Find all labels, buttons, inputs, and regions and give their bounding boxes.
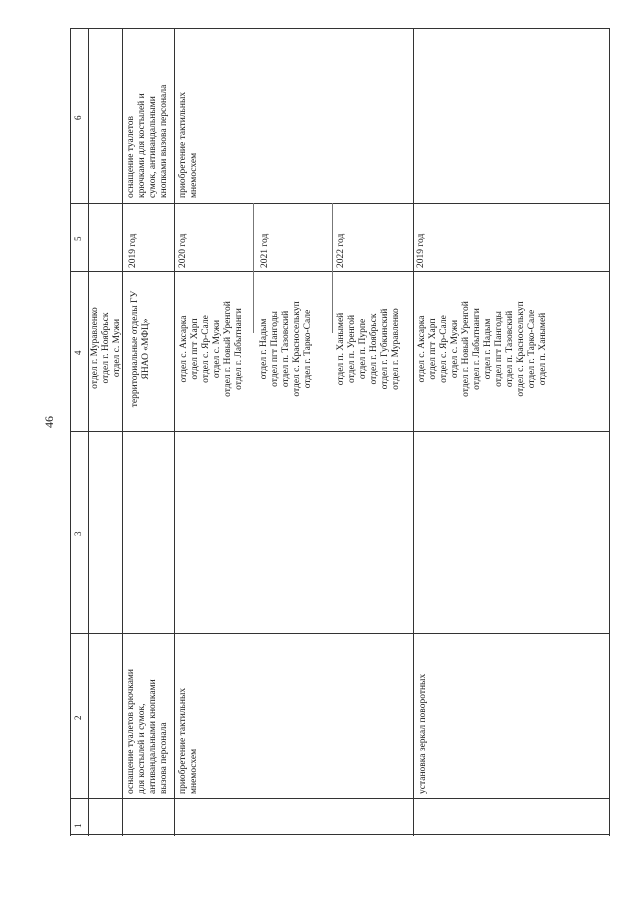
text-line: отдел с. Яр-Сале [439, 315, 449, 383]
rotated-table [70, 28, 610, 836]
row-b-year: 2019 год [128, 233, 138, 268]
text-line: отдел с. Аксарка [417, 315, 427, 383]
row-divider-b [174, 28, 175, 836]
column-number-5: 5 [73, 236, 83, 241]
text-line: оснащение туалетов крючками [126, 668, 136, 794]
table-border-top [70, 28, 610, 29]
text-line: приобретение тактильных [178, 91, 188, 198]
text-line: отдел г. Надым [483, 318, 493, 380]
text-line: крючками для костылей и [137, 93, 147, 198]
row-divider-c [413, 28, 414, 836]
text-line: отдел с. Красноселькуп [292, 301, 302, 397]
text-line: вызова персонала [159, 722, 169, 794]
text-line: отдел г. Муравленко [90, 307, 100, 389]
column-divider-3-4 [70, 431, 610, 432]
text-line: отдел г. Новый Уренгой [461, 301, 471, 397]
text-line: для костылей и сумок, [137, 703, 147, 794]
row-c-year-2022: 2022 год [336, 233, 346, 268]
group-divider-2020 [253, 203, 254, 333]
text-line: отдел г. Тарко-Сале [303, 309, 313, 389]
text-line: отдел с. Мужи [212, 319, 222, 379]
text-line: сумок, антивандальными [148, 96, 158, 198]
row-d-year: 2019 год [416, 233, 426, 268]
text-line: мнемосхем [189, 152, 199, 198]
row-c-col6-cell [178, 30, 200, 198]
text-line: территориальные отделы ГУ [130, 290, 140, 408]
row-d-col4-cell [417, 270, 549, 428]
text-line: ЯНАО «МФЦ» [141, 318, 151, 380]
text-line: отдел г. Лабытнанги [234, 308, 244, 390]
text-line: отдел г. Ноябрьск [101, 312, 111, 384]
text-line: отдел п. Ханымей [336, 312, 346, 386]
row-c-year-2021: 2021 год [260, 233, 270, 268]
text-line: отдел п. Уренгой [347, 314, 357, 384]
text-line: отдел с. Яр-Сале [201, 315, 211, 383]
column-number-4: 4 [73, 350, 83, 355]
text-line: отдел г. Лабытнанги [472, 308, 482, 390]
text-line: отдел с. Аксарка [179, 315, 189, 383]
text-line: приобретение тактильных [178, 687, 188, 794]
row-c-col2-cell [178, 634, 200, 794]
text-line: отдел пгт Пангоды [270, 311, 280, 387]
text-line: отдел п. Тазовский [505, 310, 515, 388]
row-c-year-2020: 2020 год [178, 233, 188, 268]
column-number-2: 2 [73, 715, 83, 720]
row-b-col2-cell [126, 634, 170, 794]
table-border-left [70, 28, 71, 836]
row-divider-a [122, 28, 123, 836]
row-b-col4-cell [130, 270, 152, 428]
row-d-col2-cell: установка зеркал поворотных [418, 673, 428, 794]
text-line: кнопками вызова персонала [159, 84, 169, 198]
text-line: отдел с. Мужи [450, 319, 460, 379]
text-line: отдел п. Пурпе [358, 318, 368, 380]
text-line: отдел г. Ноябрьск [369, 313, 379, 385]
page-number: 46 [42, 416, 56, 428]
text-line: мнемосхем [189, 748, 199, 794]
text-line: отдел п. Тазовский [281, 310, 291, 388]
text-line: отдел п. Ханымей [538, 312, 548, 386]
table-border-bottom [70, 834, 610, 835]
column-number-6: 6 [73, 115, 83, 120]
column-number-3: 3 [73, 531, 83, 536]
text-line: отдел г. Муравленко [391, 308, 401, 390]
text-line: отдел с. Красноселькуп [516, 301, 526, 397]
column-number-1: 1 [73, 823, 83, 828]
text-line: отдел г. Губкинский [380, 308, 390, 390]
text-line: антивандальными кнопками [148, 679, 158, 794]
text-line: оснащение туалетов [126, 116, 136, 198]
text-line: отдел с. Мужи [112, 318, 122, 378]
row-c-group-2021-cell [259, 270, 314, 428]
column-divider-1-2 [70, 798, 610, 799]
text-line: отдел г. Надым [259, 318, 269, 380]
table-border-right [609, 28, 610, 836]
text-line: отдел пгт Харп [428, 318, 438, 380]
row-b-col6-cell [126, 30, 170, 198]
row-a-col4-cell [90, 268, 123, 428]
group-divider-2021 [332, 203, 333, 333]
text-line: отдел г. Новый Уренгой [223, 301, 233, 397]
text-line: отдел пгт Харп [190, 318, 200, 380]
header-row-divider [88, 28, 89, 836]
text-line: отдел г. Тарко-Сале [527, 309, 537, 389]
text-line: отдел пгт Пангоды [494, 311, 504, 387]
row-c-group-2020-cell [179, 270, 245, 428]
row-c-group-2022-cell [336, 270, 402, 428]
